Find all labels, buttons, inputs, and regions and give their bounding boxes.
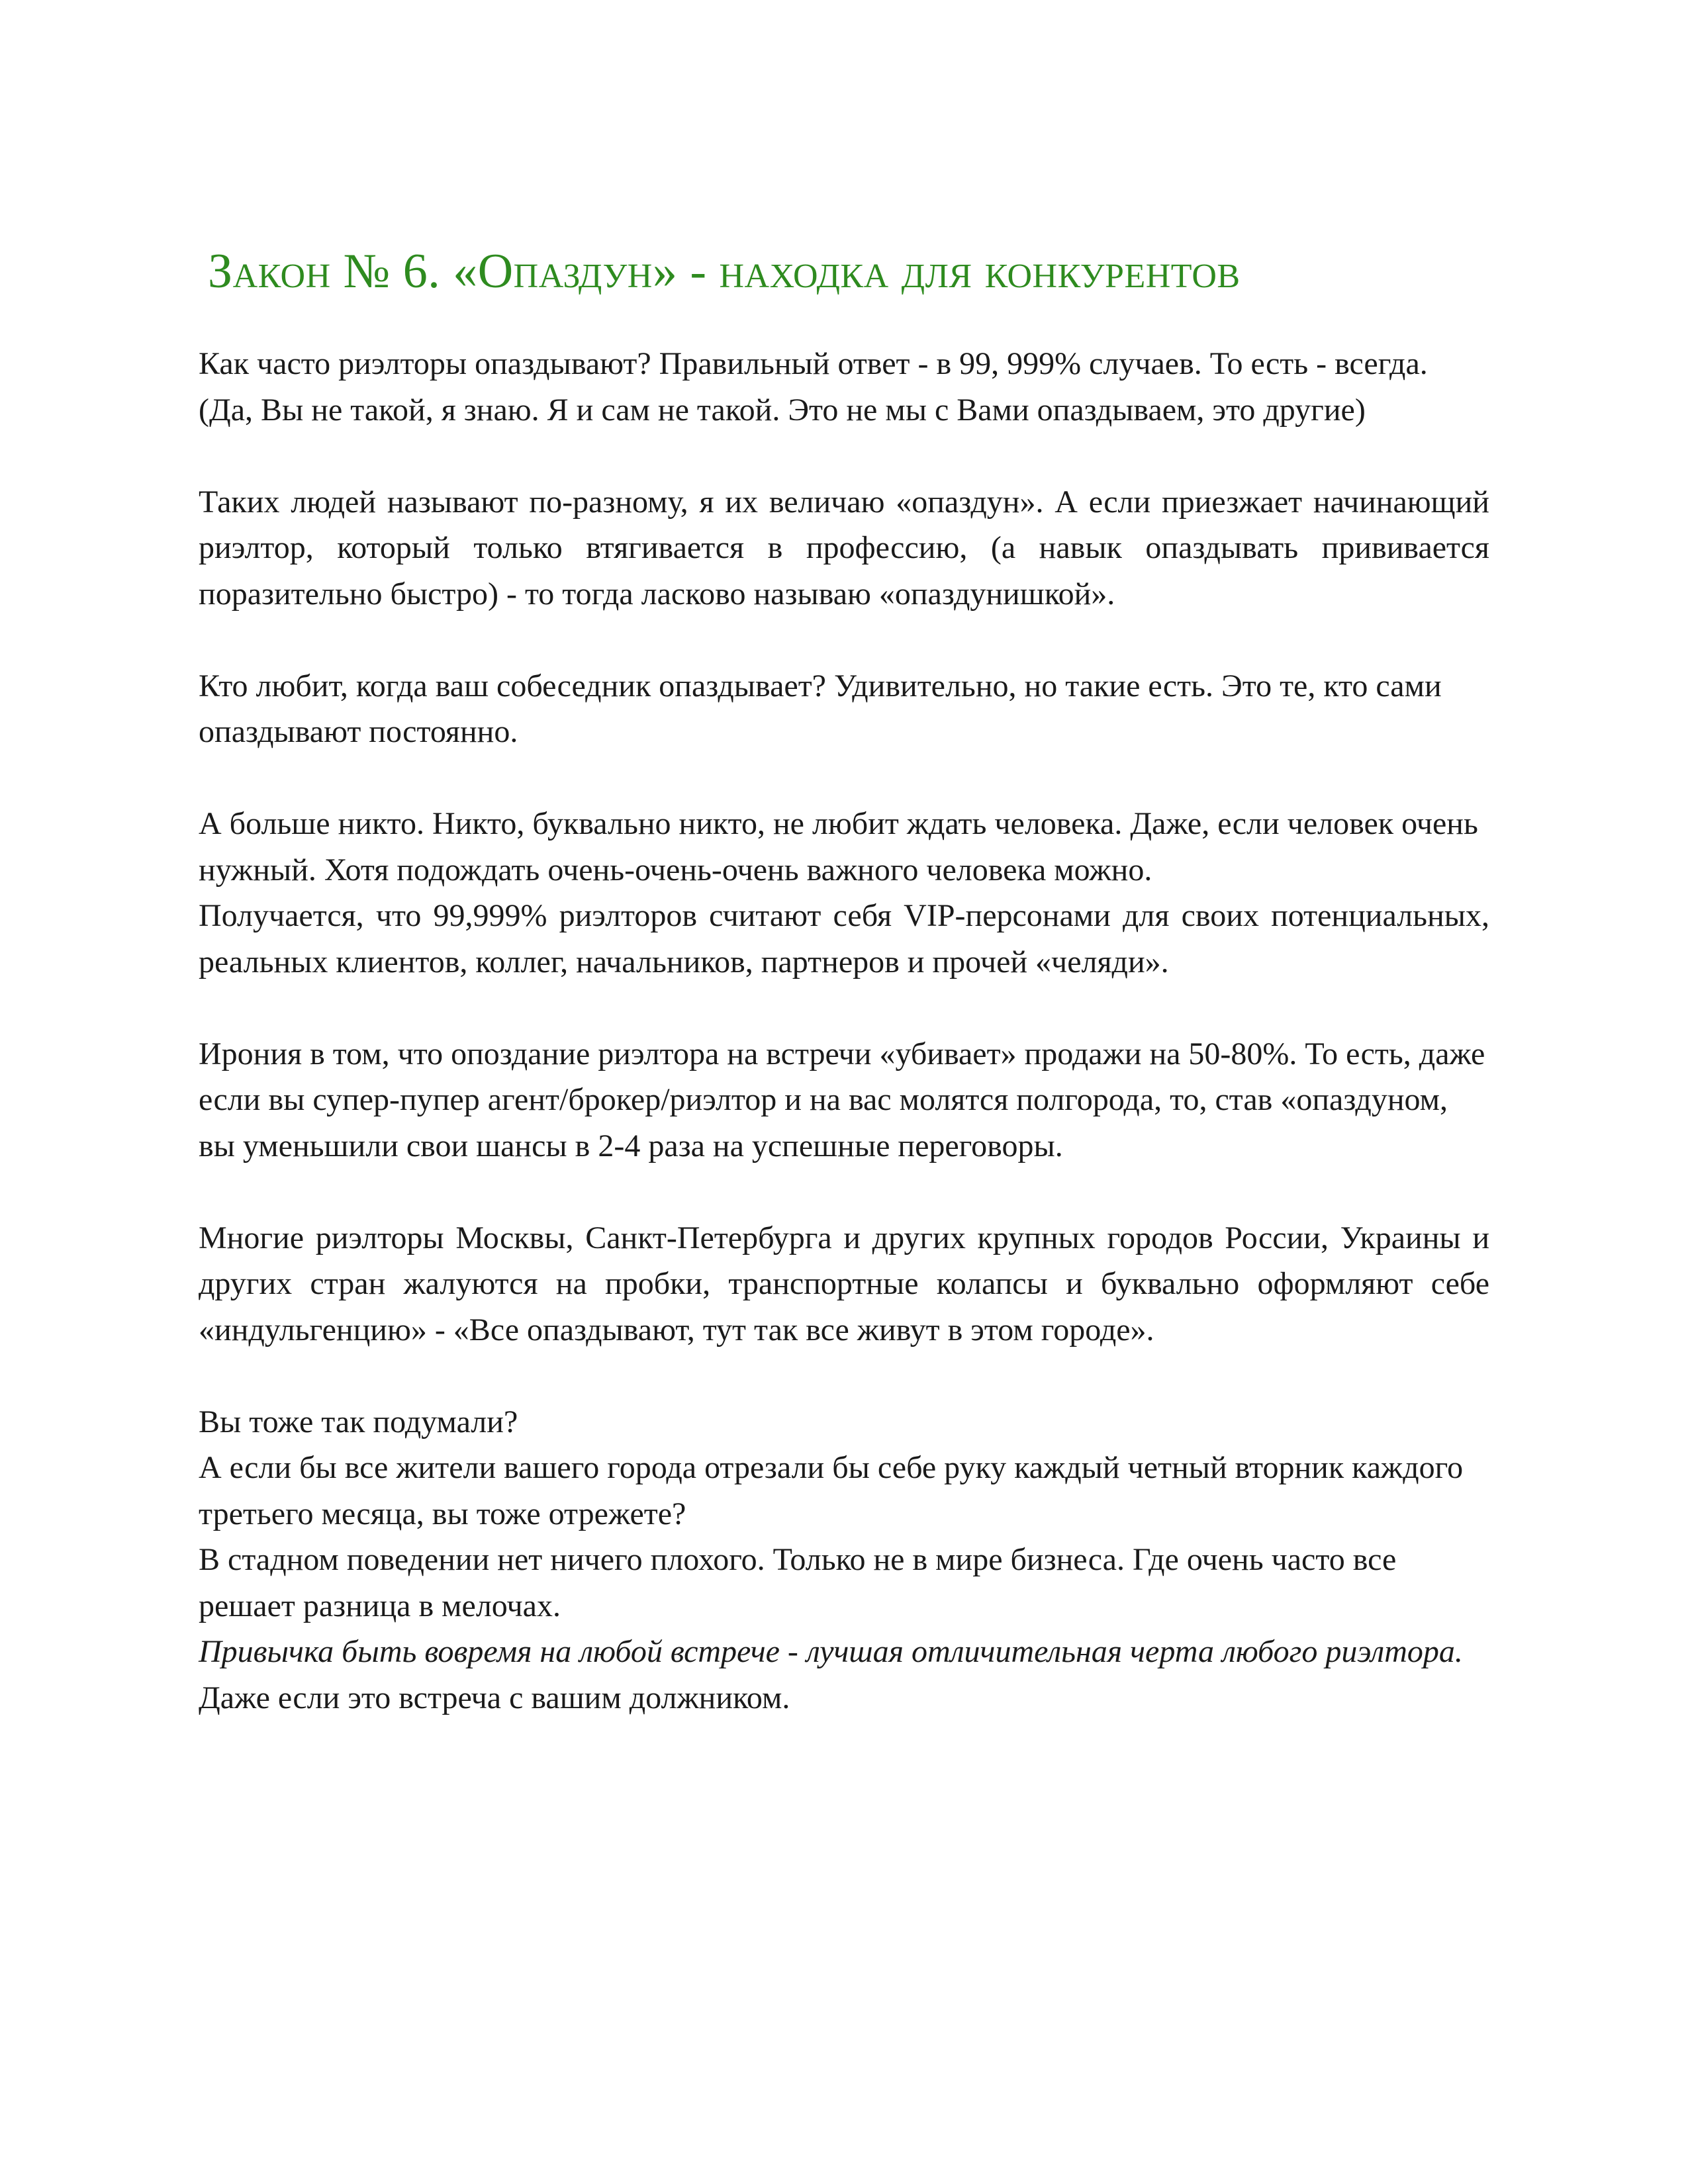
paragraph-conclusion [199, 1629, 1489, 1721]
document-body [199, 341, 1489, 1721]
paragraph-who-likes: Кто любит, когда ваш собеседник опаздывает? Удивительно, но такие есть. Это те, кто сами опаздывают постоянно. [199, 668, 1442, 749]
paragraph-nobody-likes: А больше никто. Никто, буквально никто, не любит ждать человека. Даже, если человек очень нужный. Хотя подождать очень-очень-очень важного человека можно. [199, 806, 1478, 887]
paragraph-irony: Ирония в том, что опоздание риэлтора на встречи «убивает» продажи на 50-80%. То есть, даже если вы супер-пупер агент/брокер/риэлтор и на вас молятся полгорода, то, став «опаздуном, вы уменьшили свои шансы в 2-4 раза на успешные переговоры. [199, 1036, 1485, 1163]
paragraph-herd: В стадном поведении нет ничего плохого. Только не в мире бизнеса. Где очень часто все решает разница в мелочах. [199, 1542, 1397, 1623]
conclusion-tail: Даже если это встреча с вашим должником. [199, 1680, 790, 1715]
conclusion-emphasis: Привычка быть вовремя на любой встрече - лучшая отличительная черта любого риэлтора. [199, 1634, 1463, 1669]
paragraph-latecomer-names: Таких людей называют по-разному, я их величаю «опаздун». А если приезжает начинающий риэлтор, который только втягивается в профессию, (а навык опаздывать прививается поразительно быстро) - то тогда ласково называю «опаздунишкой». [199, 484, 1489, 612]
paragraph-cut-hand: А если бы все жители вашего города отрезали бы себе руку каждый четный вторник каждого третьего месяца, вы тоже отрежете? [199, 1450, 1464, 1531]
page-title: Закон № 6. «Опаздун» - находка для конкурентов [208, 244, 1241, 298]
paragraph-intro: Как часто риэлторы опаздывают? Правильный ответ - в 99, 999% случаев. То есть - всегда. (Да, Вы не такой, я знаю. Я и сам не такой. Это не мы с Вами опаздываем, это другие) [199, 346, 1428, 428]
paragraph-question: Вы тоже так подумали? [199, 1404, 518, 1439]
paragraph-vip: Получается, что 99,999% риэлторов считают себя VIP-персонами для своих потенциальных, реальных клиентов, коллег, начальников, партнеров и прочей «челяди». [199, 898, 1489, 979]
paragraph-traffic: Многие риэлторы Москвы, Санкт-Петербурга и других крупных городов России, Украины и других стран жалуются на пробки, транспортные колапсы и буквально оформляют себе «индульгенцию» - «Все опаздывают, тут так все живут в этом городе». [199, 1220, 1489, 1347]
